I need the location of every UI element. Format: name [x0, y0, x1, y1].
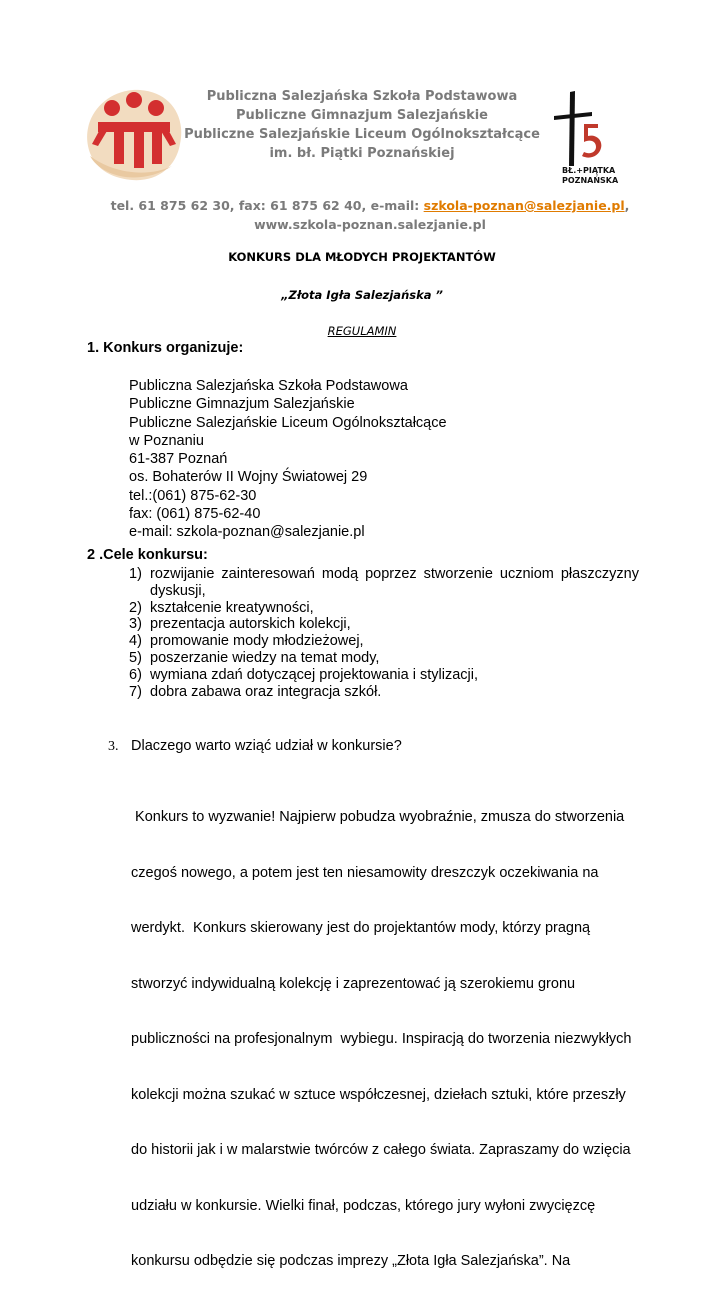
list-number: 6): [129, 666, 142, 683]
regulations-heading: REGULAMIN: [327, 324, 397, 338]
list-number: 5): [129, 649, 142, 666]
school-name-line: Publiczne Salezjańskie Liceum Ogólnokształcące: [184, 127, 540, 142]
list-text: rozwijanie zainteresowań modą poprzez stworzenie uczniom płaszczyzny dyskusji,: [150, 566, 639, 599]
contest-title: KONKURS DLA MŁODYCH PROJEKTANTÓW: [228, 250, 496, 264]
list-text: wymiana zdań dotyczącej projektowania i stylizacji,: [150, 666, 479, 683]
five-figure: [582, 124, 601, 158]
list-item: [129, 650, 639, 667]
school-logo: [82, 86, 188, 184]
paragraph-line: kolekcji można szukać w sztuce współczesnej, dziełach sztuki, które przeszły: [131, 1086, 626, 1103]
cross-vertical: [569, 91, 575, 166]
list-text: dobra zabawa oraz integracja szkół.: [150, 683, 382, 700]
contact-suffix: ,: [624, 198, 630, 213]
list-item: [129, 566, 639, 600]
contact-email-link[interactable]: szkola-poznan@salezjanie.pl: [423, 198, 625, 213]
list-item: [129, 616, 639, 633]
list-text: prezentacja autorskich kolekcji,: [150, 616, 351, 633]
address-line: e-mail: szkola-poznan@salezjanie.pl: [129, 524, 365, 541]
list-text: promowanie mody młodzieżowej,: [150, 633, 364, 650]
patron-logo: [548, 88, 618, 192]
section-3-paragraph: [131, 771, 631, 1289]
paragraph-line: do historii jak i w malarstwie twórców z całego świata. Zapraszamy do wzięcia: [131, 1142, 631, 1158]
address-line: os. Bohaterów II Wojny Światowej 29: [129, 469, 368, 486]
paragraph-line: czegoś nowego, a potem jest ten niesamowity dreszczyk oczekiwania na: [131, 864, 599, 881]
address-line: w Poznaniu: [129, 432, 204, 449]
paragraph-line: konkursu odbędzie się podczas imprezy „Złota Igła Salezjańska”. Na: [131, 1253, 571, 1269]
address-line: Publiczne Gimnazjum Salezjańskie: [129, 396, 355, 413]
contact-phone-fax: tel. 61 875 62 30, fax: 61 875 62 40, e-mail:: [110, 198, 424, 213]
list-number: 4): [129, 633, 142, 650]
section-3-heading: Dlaczego warto wziąć udział w konkursie?: [131, 738, 402, 754]
address-line: 61-387 Poznań: [129, 451, 228, 468]
patron-logo-text: BŁ.+PIĄTKA: [562, 166, 616, 175]
address-line: Publiczne Salezjańskie Liceum Ogólnokształcące: [129, 414, 447, 431]
list-item: [129, 684, 639, 701]
address-line: fax: (061) 875-62-40: [129, 506, 261, 523]
paragraph-line: publiczności na profesjonalnym wybiegu. Inspiracją do tworzenia niezwykłych: [131, 1031, 632, 1047]
school-name-line: Publiczna Salezjańska Szkoła Podstawowa: [206, 89, 518, 104]
list-item: [129, 600, 639, 617]
list-number: 3): [129, 616, 142, 633]
school-name-line: Publiczne Gimnazjum Salezjańskie: [235, 108, 489, 123]
school-name-line: im. bł. Piątki Poznańskiej: [269, 146, 455, 161]
list-text: kształcenie kreatywności,: [150, 599, 314, 616]
goals-list: [129, 566, 639, 700]
list-number: 1): [129, 566, 142, 582]
list-item: [129, 667, 639, 684]
organizer-address: [129, 377, 447, 542]
list-text: poszerzanie wiedzy na temat mody,: [150, 649, 380, 666]
list-number: 2): [129, 599, 142, 616]
section-1-heading: 1. Konkurs organizuje:: [87, 340, 244, 356]
address-line: Publiczna Salezjańska Szkoła Podstawowa: [129, 378, 408, 394]
contact-line: [110, 196, 630, 215]
paragraph-line: werdykt. Konkurs skierowany jest do projektantów mody, którzy pragną: [131, 920, 591, 936]
paragraph-line: stworzyć indywidualną kolekcję i zaprezentować ją szerokiemu gronu: [131, 975, 576, 992]
section-3-number: 3.: [108, 739, 119, 754]
contest-name: „Złota Igła Salezjańska ”: [281, 288, 443, 302]
list-item: [129, 633, 639, 650]
website: www.szkola-poznan.salezjanie.pl: [254, 217, 486, 232]
paragraph-line: udziału w konkursie. Wielki finał, podczas, którego jury wyłoni zwycięzcę: [131, 1197, 596, 1214]
paragraph-line: Konkurs to wyzwanie! Najpierw pobudza wyobraźnie, zmusza do stworzenia: [131, 809, 625, 825]
address-line: tel.:(061) 875-62-30: [129, 487, 257, 504]
list-number: 7): [129, 683, 142, 700]
section-2-heading: 2 .Cele konkursu:: [87, 547, 208, 563]
patron-logo-text: POZNAŃSKA: [562, 176, 619, 185]
